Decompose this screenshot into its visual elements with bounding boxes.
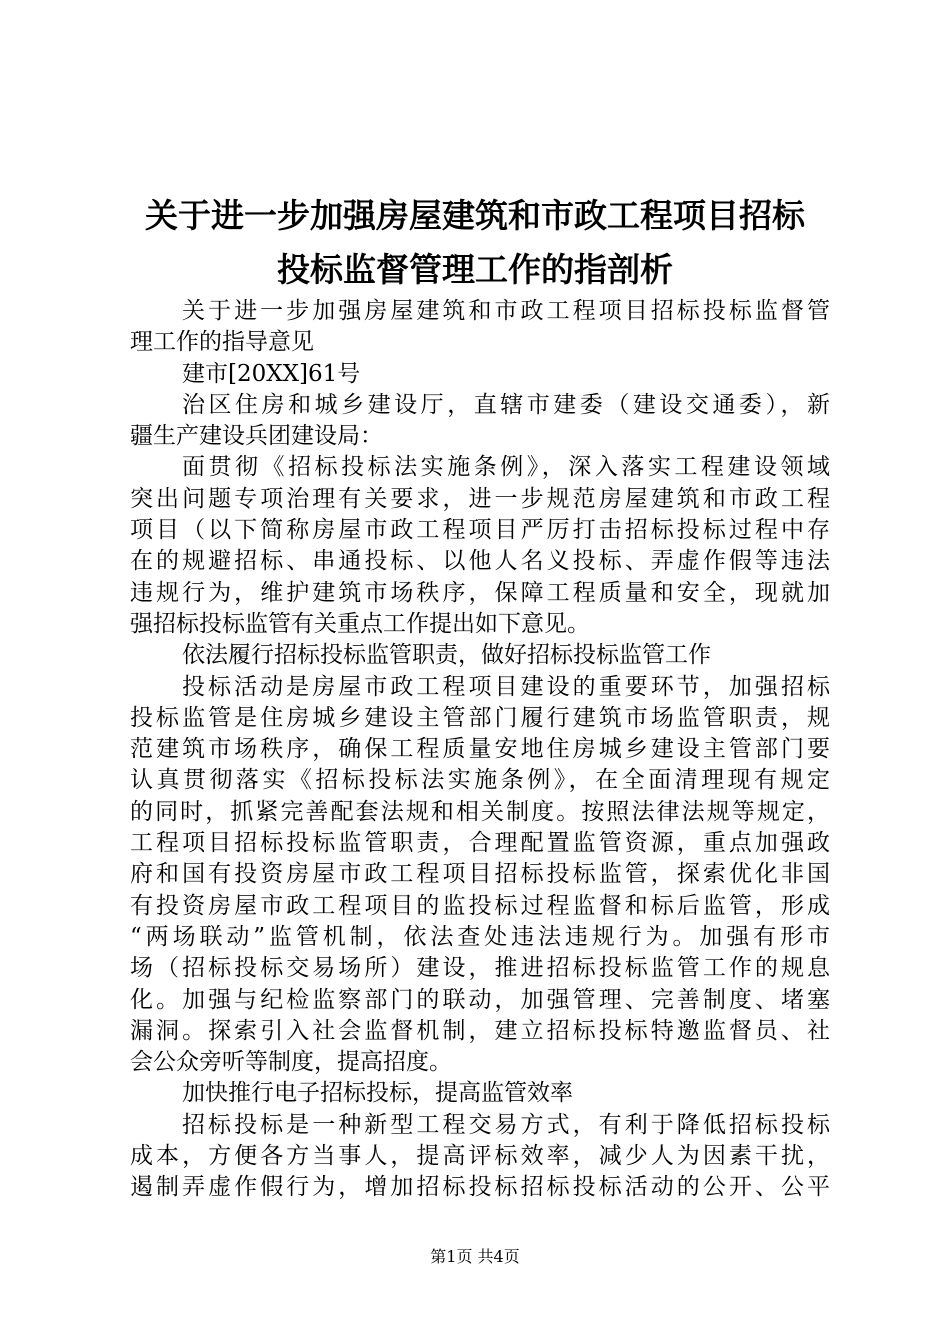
paragraph-line: 招标投标是一种新型工程交易方式，有利于降低招标投标	[182, 1111, 830, 1138]
paragraph-line: 场（招标投标交易场所）建设，推进招标投标监管工作的规息	[130, 955, 830, 982]
paragraph-line: 会公众旁听等制度，提高招度。	[130, 1049, 452, 1076]
paragraph-line: 加快推行电子招标投标，提高监管效率	[182, 1080, 573, 1107]
paragraph-line: 的同时，抓紧完善配套法规和相关制度。按照法律法规等规定，	[130, 798, 830, 825]
document-title-line-2: 投标监督管理工作的指剖析	[277, 250, 673, 289]
paragraph-line: 认真贯彻落实《招标投标法实施条例》，在全面清理现有规定	[130, 767, 830, 794]
paragraph-line: 突出问题专项治理有关要求，进一步规范房屋建筑和市政工程	[130, 485, 830, 512]
paragraph-line: 投标监管是住房城乡建设主管部门履行建筑市场监管职责，规	[130, 704, 830, 731]
paragraph-line: 建市[20XX]61号	[182, 360, 361, 387]
paragraph-line: 违规行为，维护建筑市场秩序，保障工程质量和安全，现就加	[130, 579, 830, 606]
paragraph-line: 依法履行招标投标监管职责，做好招标投标监管工作	[182, 642, 711, 669]
document-body	[130, 296, 830, 1204]
paragraph-line: 疆生产建设兵团建设局：	[130, 423, 383, 450]
paragraph-line: 理工作的指导意见	[130, 329, 314, 356]
paragraph-line: 化。加强与纪检监察部门的联动，加强管理、完善制度、堵塞	[130, 986, 830, 1013]
paragraph-line: 府和国有投资房屋市政工程项目招标投标监管，探索优化非国	[130, 861, 830, 888]
paragraph-line: 强招标投标监管有关重点工作提出如下意见。	[130, 610, 590, 637]
paragraph-line: 关于进一步加强房屋建筑和市政工程项目招标投标监督管	[182, 298, 830, 324]
paragraph-line: “两场联动”监管机制，依法查处违法违规行为。加强有形市	[130, 923, 830, 950]
paragraph-line: 成本，方便各方当事人，提高评标效率，减少人为因素干扰，	[130, 1143, 830, 1170]
paragraph-line: 工程项目招标投标监管职责，合理配置监管资源，重点加强政	[130, 830, 830, 857]
document-title-line-1: 关于进一步加强房屋建筑和市政工程项目招标	[145, 196, 805, 235]
paragraph-line: 有投资房屋市政工程项目的监投标过程监督和标后监管，形成	[130, 892, 830, 919]
paragraph-line: 漏洞。探索引入社会监督机制，建立招标投标特邀监督员、社	[130, 1017, 830, 1044]
paragraph-line: 面贯彻《招标投标法实施条例》，深入落实工程建设领域	[182, 454, 830, 481]
page-footer: 第1页 共4页	[430, 1247, 520, 1266]
paragraph-line: 投标活动是房屋市政工程项目建设的重要环节，加强招标	[182, 673, 830, 700]
paragraph-line: 在的规避招标、串通投标、以他人名义投标、弄虚作假等违法	[130, 548, 830, 575]
paragraph-line: 项目（以下简称房屋市政工程项目严厉打击招标投标过程中存	[130, 517, 830, 544]
paragraph-line: 范建筑市场秩序，确保工程质量安地住房城乡建设主管部门要	[130, 736, 830, 763]
paragraph-line: 遏制弄虚作假行为，增加招标投标招标投标活动的公开、公平	[130, 1174, 830, 1201]
paragraph-line: 治区住房和城乡建设厅，直辖市建委（建设交通委），新	[182, 391, 830, 418]
